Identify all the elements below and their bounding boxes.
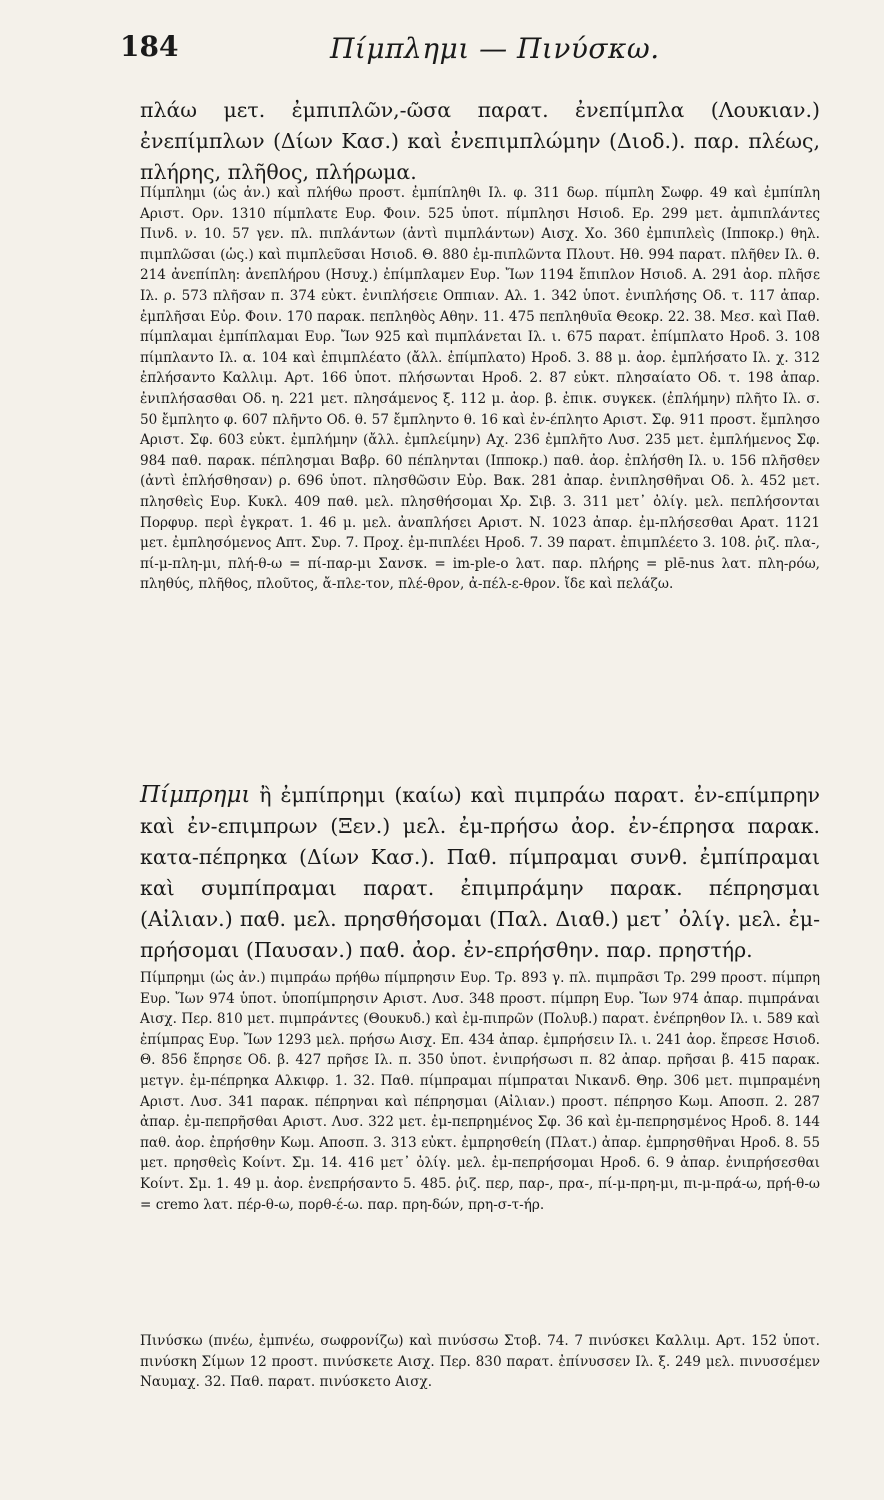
entry-pimpremi-body: ἢ ἐμπίπρημι (καίω) καὶ πιμπράω παρατ. ἐν-επίμπρην καὶ ἐν-επιμπρων (Ξεν.) μελ. ἐμ-πρήσω ἀορ. ἐν-έπρησα παρακ. κατα-πέπρηκα (Δίων Κασ.). Παθ. πίμπραμαι συνθ. ἐμπίπραμαι καὶ συμπίπραμαι παρατ. ἐπιμπράμην παρακ. πέπρησμαι (Αἰλιαν.) παθ. μελ. πρησθήσομαι (Παλ. Διαθ.) μετ᾽ ὀλίγ. μελ. ἐμ-πρήσομαι (Παυσαν.) παθ. ἀορ. ἐν-επρήσθην. παρ. πρηστήρ. — [140, 783, 820, 962]
entry-pimplemi-forms: Πίμπλημι (ὡς ἀν.) καὶ πλήθω προστ. ἐμπίπληθι Ιλ. φ. 311 δωρ. πίμπλη Σωφρ. 49 καὶ ἐμπίπλη Αριστ. Ορν. 1310 πίμπλατε Ευρ. Φοιν. 525 ὑποτ. πίμπλησι Ησιοδ. Ερ. 299 μετ. ἀμπιπλάντες Πινδ. ν. 10. 57 γεν. πλ. πιπλάντων (ἀντὶ πιμπλάντων) Αισχ. Χο. 360 ἐμπιπλεὶς (Ιπποκρ.) θηλ. πιμπλῶσαι (ὡς.) καὶ πιμπλεῦσαι Ησιοδ. Θ. 880 ἐμ-πιπλῶντα Πλουτ. Ηθ. 994 παρατ. πλῆθεν Ιλ. θ. 214 ἀνεπίπλη: ἀνεπλήρου (Ησυχ.) ἐπίμπλαμεν Ευρ. Ἴων 1194 ἔπιπλον Ησιοδ. Α. 291 ἀορ. πλῆσε Ιλ. ρ. 573 πλῆσαν π. 374 εὐκτ. ἐνιπλήσειε Οππιαν. Αλ. 1. 342 ὑποτ. ἐνιπλήσης Οδ. τ. 117 ἀπαρ. ἐμπλῆσαι Εὐρ. Φοιν. 170 παρακ. πεπληθὸς Αθην. 11. 475 πεπληθυῖα Θεοκρ. 22. 38. Μεσ. καὶ Παθ. πίμπλαμαι ἐμπίπλαμαι Ευρ. Ἴων 925 καὶ πιμπλάνεται Ιλ. ι. 675 παρατ. ἐπίμπλατο Ηροδ. 3. 108 πίμπλαντο Ιλ. α. 104 καὶ ἐπιμπλέατο (ἄλλ. ἐπίμπλατο) Ηροδ. 3. 88 μ. ἀορ. ἐμπλήσατο Ιλ. χ. 312 ἐπλήσαντο Καλλιμ. Αρτ. 166 ὑποτ. πλήσωνται Ηροδ. 2. 87 εὐκτ. πλησαίατο Οδ. τ. 198 ἀπαρ. ἐνιπλήσασθαι Οδ. η. 221 μετ. πλησάμενος ξ. 112 μ. ἀορ. β. ἐπικ. συγκεκ. (ἐπλήμην) πλῆτο Ιλ. σ. 50 ἔμπλητο φ. 607 πλῆντο Οδ. θ. 57 ἔμπληντο θ. 16 καὶ ἐν-έπλητο Αριστ. Σφ. 911 προστ. ἔμπλησο Αριστ. Σφ. 603 εὐκτ. ἐμπλήμην (ἄλλ. ἐμπλείμην) Αχ. 236 ἐμπλῆτο Λυσ. 235 μετ. ἐμπλήμενος Σφ. 984 παθ. παρακ. πέπλησμαι Βαβρ. 60 πέπληνται (Ιπποκρ.) παθ. ἀορ. ἐπλήσθη Ιλ. υ. 156 πλῆσθεν (ἀντὶ ἐπλήσθησαν) ρ. 696 ὑποτ. πλησθῶσιν Εὐρ. Βακ. 281 ἀπαρ. ἐνιπλησθῆναι Οδ. λ. 452 μετ. πλησθεὶς Ευρ. Κυκλ. 409 παθ. μελ. πλησθήσομαι Χρ. Σιβ. 3. 311 μετ᾽ ὀλίγ. μελ. πεπλήσονται Πορφυρ. περὶ ἐγκρατ. 1. 46 μ. μελ. ἀναπλήσει Αριστ. Ν. 1023 ἀπαρ. ἐμ-πλήσεσθαι Αρατ. 1121 μετ. ἐμπλησόμενος Απτ. Συρ. 7. Προχ. ἐμ-πιπλέει Ηροδ. 7. 39 παρατ. ἐπιμπλέετο 3. 108. ῥιζ. πλα-, πί-μ-πλη-μι, πλή-θ-ω = πί-παρ-μι Σανσκ. = im-ple-o λατ. παρ. πλήρης = plē-nus λατ. πλη-ρόω, πληθύς, πλῆθος, πλοῦτος, ἄ-πλε-τον, πλέ-θρον, ἀ-πέλ-ε-θρον. ἴδε καὶ πελάζω. — [140, 185, 820, 593]
headword-pimpremi: Πίμπρημι — [140, 782, 251, 808]
entry-continuation: πλάω μετ. ἐμπιπλῶν,-ῶσα παρατ. ἐνεπίμπλα (Λουκιαν.) ἐνεπίμπλων (Δίων Κασ.) καὶ ἐνεπιμπλώμην (Διοδ.). παρ. πλέως, πλήρης, πλῆθος, πλήρωμα. — [140, 98, 820, 184]
running-head: Πίμπλημι — Πινύσκω. — [330, 32, 660, 65]
entry-pinysko: Πινύσκω (πνέω, ἐμπνέω, σωφρονίζω) καὶ πινύσσω Στοβ. 74. 7 πινύσκει Καλλιμ. Αρτ. 152 ὑποτ. πινύσκη Σίμων 12 προστ. πινύσκετε Αισχ. Περ. 830 παρατ. ἐπίνυσσεν Ιλ. ξ. 249 μελ. πινυσσέμεν Ναυμαχ. 32. Παθ. παρατ. πινύσκετο Αισχ. — [140, 1333, 820, 1391]
page-number: 184 — [120, 30, 179, 63]
entry-pimpremi — [140, 780, 820, 966]
page-header — [120, 30, 800, 80]
entry-pimpremi-forms: Πίμπρημι (ὡς ἀν.) πιμπράω πρήθω πίμπρησιν Ευρ. Τρ. 893 γ. πλ. πιμπρᾶσι Τρ. 299 προστ. πίμπρη Ευρ. Ἴων 974 ὑποτ. ὑποπίμπρησιν Αριστ. Λυσ. 348 προστ. πίμπρη Ευρ. Ἴων 974 ἀπαρ. πιμπράναι Αισχ. Περ. 810 μετ. πιμπράντες (Θουκυδ.) καὶ ἐμ-πιπρῶν (Πολυβ.) παρατ. ἐνέπρηθον Ιλ. ι. 589 καὶ ἐπίμπρας Ευρ. Ἴων 1293 μελ. πρήσω Αισχ. Επ. 434 ἀπαρ. ἐμπρήσειν Ιλ. ι. 241 ἀορ. ἔπρεσε Ησιοδ. Θ. 856 ἔπρησε Οδ. β. 427 πρῆσε Ιλ. π. 350 ὑποτ. ἐνιπρήσωσι π. 82 ἀπαρ. πρῆσαι β. 415 παρακ. μετγν. ἐμ-πέπρηκα Αλκιφρ. 1. 32. Παθ. πίμπραμαι πίμπραται Νικανδ. Θηρ. 306 μετ. πιμπραμένη Αριστ. Λυσ. 341 παρακ. πέπρηναι καὶ πέπρησμαι (Αἰλιαν.) προστ. πέπρησο Κωμ. Αποσπ. 2. 287 ἀπαρ. ἐμ-πεπρῆσθαι Αριστ. Λυσ. 322 μετ. ἐμ-πεπρημένος Σφ. 36 καὶ ἐμ-πεπρησμένος Ηροδ. 8. 144 παθ. ἀορ. ἐπρήσθην Κωμ. Αποσπ. 3. 313 εὐκτ. ἐμπρησθείη (Πλατ.) ἀπαρ. ἐμπρησθῆναι Ηροδ. 8. 55 μετ. πρησθεὶς Κοίντ. Σμ. 14. 416 μετ᾽ ὀλίγ. μελ. ἐμ-πεπρήσομαι Ηροδ. 6. 9 ἀπαρ. ἐνιπρήσεσθαι Κοίντ. Σμ. 1. 49 μ. ἀορ. ἐνεπρήσαντο 5. 485. ῥιζ. περ, παρ-, πρα-, πί-μ-πρη-μι, πι-μ-πρά-ω, πρή-θ-ω = cremo λατ. πέρ-θ-ω, πορθ-έ-ω. παρ. πρη-δών, πρη-σ-τ-ήρ. — [140, 970, 820, 1213]
